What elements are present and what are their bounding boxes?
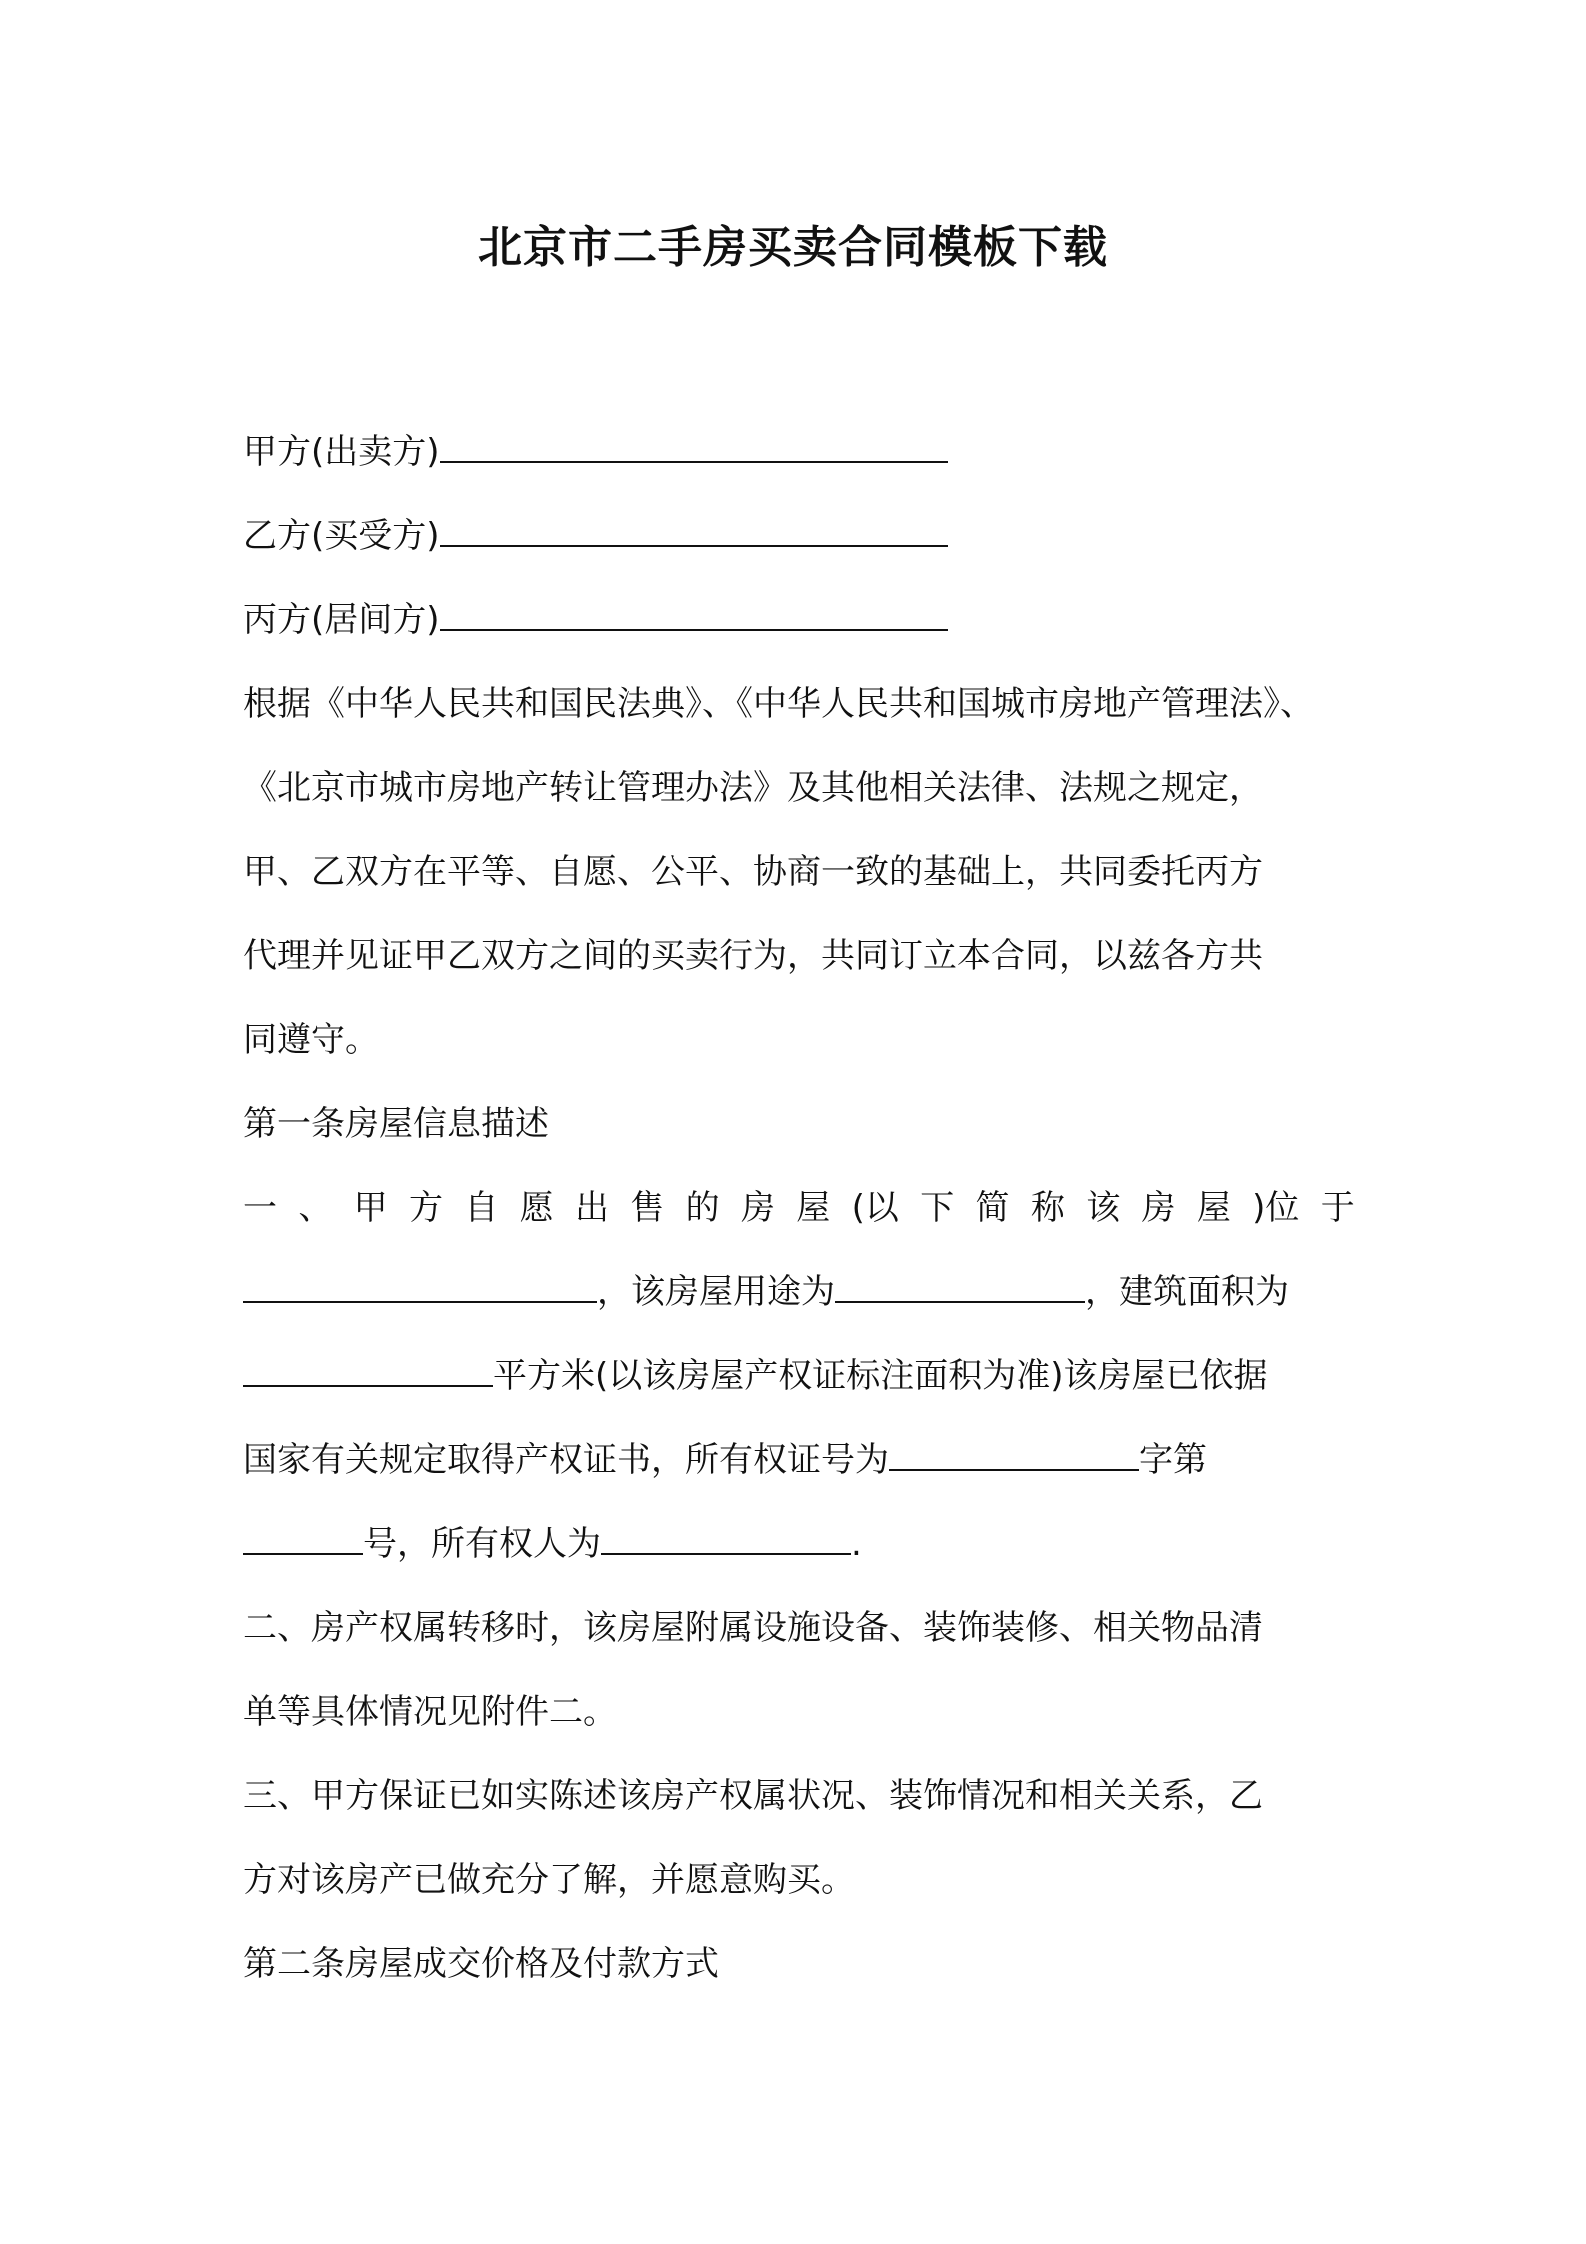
article1-item3-line: 方对该房产已做充分了解，并愿意购买。 bbox=[243, 1860, 855, 1900]
glyph: 一 bbox=[243, 1188, 277, 1228]
glyph: 自 bbox=[464, 1188, 499, 1228]
party-b-label: 乙方(买受方) bbox=[243, 516, 440, 556]
article1-item1-line3 bbox=[243, 1334, 1355, 1418]
usage-label: ，该房屋用途为 bbox=[597, 1272, 835, 1312]
area-text: 平方米(以该房屋产权证标注面积为准)该房屋已依据 bbox=[493, 1356, 1268, 1396]
party-a-line bbox=[243, 410, 1355, 494]
usage-blank bbox=[835, 1271, 1085, 1303]
preamble-line: 甲、乙双方在平等、自愿、公平、协商一致的基础上，共同委托丙方 bbox=[243, 852, 1263, 892]
certificate-number-blank bbox=[243, 1523, 363, 1555]
contract-body bbox=[243, 410, 1355, 2006]
glyph: 屋 bbox=[1196, 1188, 1231, 1228]
preamble-line: 代理并见证甲乙双方之间的买卖行为，共同订立本合同，以兹各方共 bbox=[243, 936, 1263, 976]
glyph: 称 bbox=[1030, 1188, 1065, 1228]
preamble-line: 根据《中华人民共和国民法典》、《中华人民共和国城市房地产管理法》、 bbox=[243, 684, 1314, 724]
article1-item1-line5 bbox=[243, 1502, 1355, 1586]
glyph: 售 bbox=[630, 1188, 665, 1228]
article1-item1-line2 bbox=[243, 1250, 1355, 1334]
glyph: 简 bbox=[975, 1188, 1010, 1228]
article1-item2-line: 单等具体情况见附件二。 bbox=[243, 1692, 617, 1732]
glyph: (以 bbox=[851, 1188, 899, 1228]
party-a-blank bbox=[440, 431, 948, 463]
party-a-label: 甲方(出卖方) bbox=[243, 432, 440, 472]
location-blank bbox=[243, 1271, 597, 1303]
glyph: 方 bbox=[408, 1188, 443, 1228]
certificate-suffix: 字第 bbox=[1139, 1440, 1207, 1480]
certificate-blank bbox=[889, 1439, 1139, 1471]
article1-item2-line: 二、房产权属转移时，该房屋附属设施设备、装饰装修、相关物品清 bbox=[243, 1608, 1263, 1648]
party-c-blank bbox=[440, 599, 948, 631]
document-title: 北京市二手房买卖合同模板下载 bbox=[478, 222, 1108, 273]
glyph: 、 bbox=[298, 1188, 333, 1228]
owner-label: 号，所有权人为 bbox=[363, 1524, 601, 1564]
glyph: 屋 bbox=[796, 1188, 831, 1228]
article1-item1-line4 bbox=[243, 1418, 1355, 1502]
owner-blank bbox=[601, 1523, 851, 1555]
glyph: 该 bbox=[1086, 1188, 1121, 1228]
certificate-label: 国家有关规定取得产权证书，所有权证号为 bbox=[243, 1440, 889, 1480]
party-b-line bbox=[243, 494, 1355, 578]
area-blank bbox=[243, 1355, 493, 1387]
party-b-blank bbox=[440, 515, 948, 547]
article2-heading: 第二条房屋成交价格及付款方式 bbox=[243, 1944, 719, 1984]
owner-period: . bbox=[851, 1524, 862, 1564]
glyph: 出 bbox=[574, 1188, 609, 1228]
glyph: 愿 bbox=[519, 1188, 554, 1228]
party-c-line bbox=[243, 578, 1355, 662]
glyph: 房 bbox=[1141, 1188, 1176, 1228]
glyph: 甲 bbox=[353, 1188, 388, 1228]
article1-item3-line: 三、甲方保证已如实陈述该房产权属状况、装饰情况和相关关系，乙 bbox=[243, 1776, 1263, 1816]
glyph: 下 bbox=[920, 1188, 955, 1228]
glyph: 房 bbox=[740, 1188, 775, 1228]
glyph: 于 bbox=[1320, 1188, 1355, 1228]
preamble-line: 同遵守。 bbox=[243, 1020, 379, 1060]
article1-heading: 第一条房屋信息描述 bbox=[243, 1104, 549, 1144]
area-label: ，建筑面积为 bbox=[1085, 1272, 1289, 1312]
article1-item1-first-line bbox=[243, 1166, 1355, 1250]
glyph: 的 bbox=[685, 1188, 720, 1228]
preamble-line: 《北京市城市房地产转让管理办法》及其他相关法律、法规之规定， bbox=[243, 768, 1263, 808]
party-c-label: 丙方(居间方) bbox=[243, 600, 440, 640]
glyph: )位 bbox=[1252, 1188, 1300, 1228]
